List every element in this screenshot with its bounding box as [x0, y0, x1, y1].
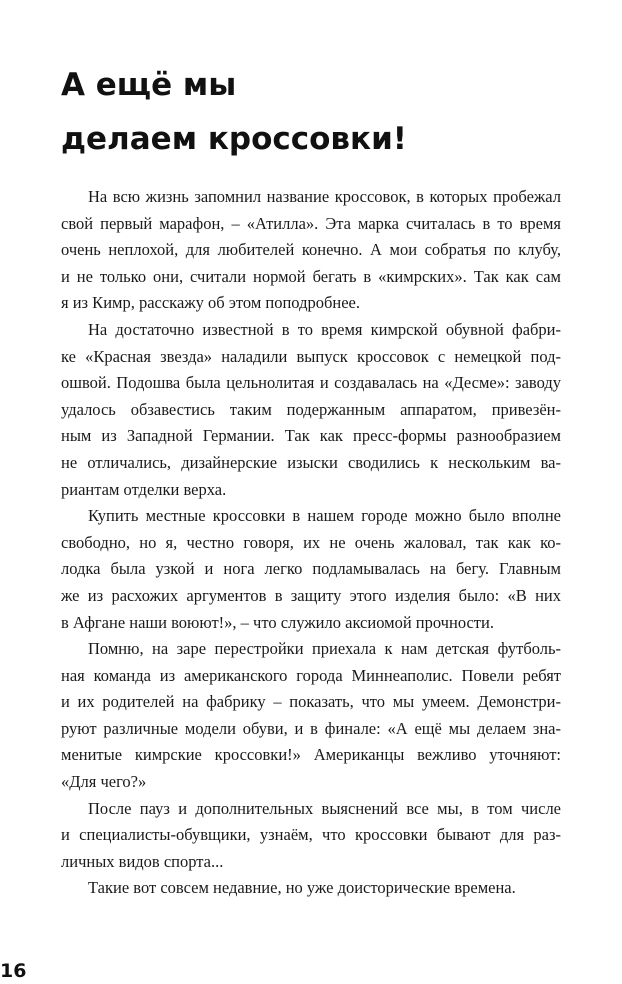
body-text — [61, 184, 561, 902]
text-line: и не только они, считали нормой бегать в «кимрских». Так как сам — [61, 266, 561, 286]
chapter-title-line: делаем кроссовки! — [61, 121, 407, 157]
text-line: Купить местные кроссовки в нашем городе можно было вполне — [88, 506, 561, 526]
text-line: не отличались, дизайнерские изыски сводились к нескольким ва- — [61, 452, 561, 472]
paragraph-6 — [61, 875, 561, 902]
text-line: На достаточно известной в то время кимрской обувной фабри- — [88, 319, 561, 339]
text-line: свой первый марафон, – «Атилла». Эта марка считалась в то время — [61, 213, 561, 233]
text-line: После пауз и дополнительных выяснений все мы, в том числе — [88, 798, 561, 818]
paragraph-1 — [61, 184, 561, 317]
text-line: Такие вот совсем недавние, но уже доисторические времена. — [88, 878, 516, 898]
text-line: «Для чего?» — [61, 772, 147, 792]
chapter-title-line: А ещё мы — [61, 67, 237, 103]
text-line: я из Кимр, расскажу об этом поподробнее. — [61, 293, 360, 313]
page-number: 16 — [0, 960, 27, 982]
text-line: ке «Красная звезда» наладили выпуск кроссовок с немецкой под- — [61, 346, 561, 366]
text-line: ошвой. Подошва была цельнолитая и создавалась на «Десме»: заводу — [61, 373, 561, 393]
chapter-title — [61, 58, 561, 166]
text-line: менитые кимрские кроссовки!» Американцы вежливо уточняют: — [61, 745, 561, 765]
text-line: и их родителей на фабрику – показать, что мы умеем. Демонстри- — [61, 692, 561, 712]
text-line: удалось обзавестись таким подержанным аппаратом, привезён- — [61, 399, 561, 419]
text-line: свободно, но я, честно говоря, их не очень жаловал, так как ко- — [61, 532, 561, 552]
text-line: руют различные модели обуви, и в финале: «А ещё мы делаем зна- — [61, 718, 561, 738]
text-line: риантам отделки верха. — [61, 479, 227, 499]
paragraph-3 — [61, 503, 561, 636]
text-line: Помню, на заре перестройки приехала к нам детская футболь- — [88, 639, 561, 659]
text-line: и специалисты-обувщики, узнаём, что кроссовки бывают для раз- — [61, 825, 561, 845]
paragraph-5 — [61, 796, 561, 876]
text-line: же из расхожих аргументов в защиту этого изделия было: «В них — [61, 585, 561, 605]
text-line: личных видов спорта... — [61, 851, 224, 871]
text-line: очень неплохой, для любителей конечно. А мои собратья по клубу, — [61, 240, 561, 260]
text-line: На всю жизнь запомнил название кроссовок, в которых пробежал — [88, 187, 561, 206]
text-line: в Афгане наши воюют!», – что служило аксиомой прочности. — [61, 612, 494, 632]
paragraph-4 — [61, 636, 561, 796]
text-line: ным из Западной Германии. Так как пресс-формы разнообразием — [61, 426, 561, 446]
text-line: лодка была узкой и нога легко подламывалась на бегу. Главным — [61, 559, 561, 579]
text-line: ная команда из американского города Миннеаполис. Повели ребят — [61, 665, 561, 685]
paragraph-2 — [61, 317, 561, 503]
